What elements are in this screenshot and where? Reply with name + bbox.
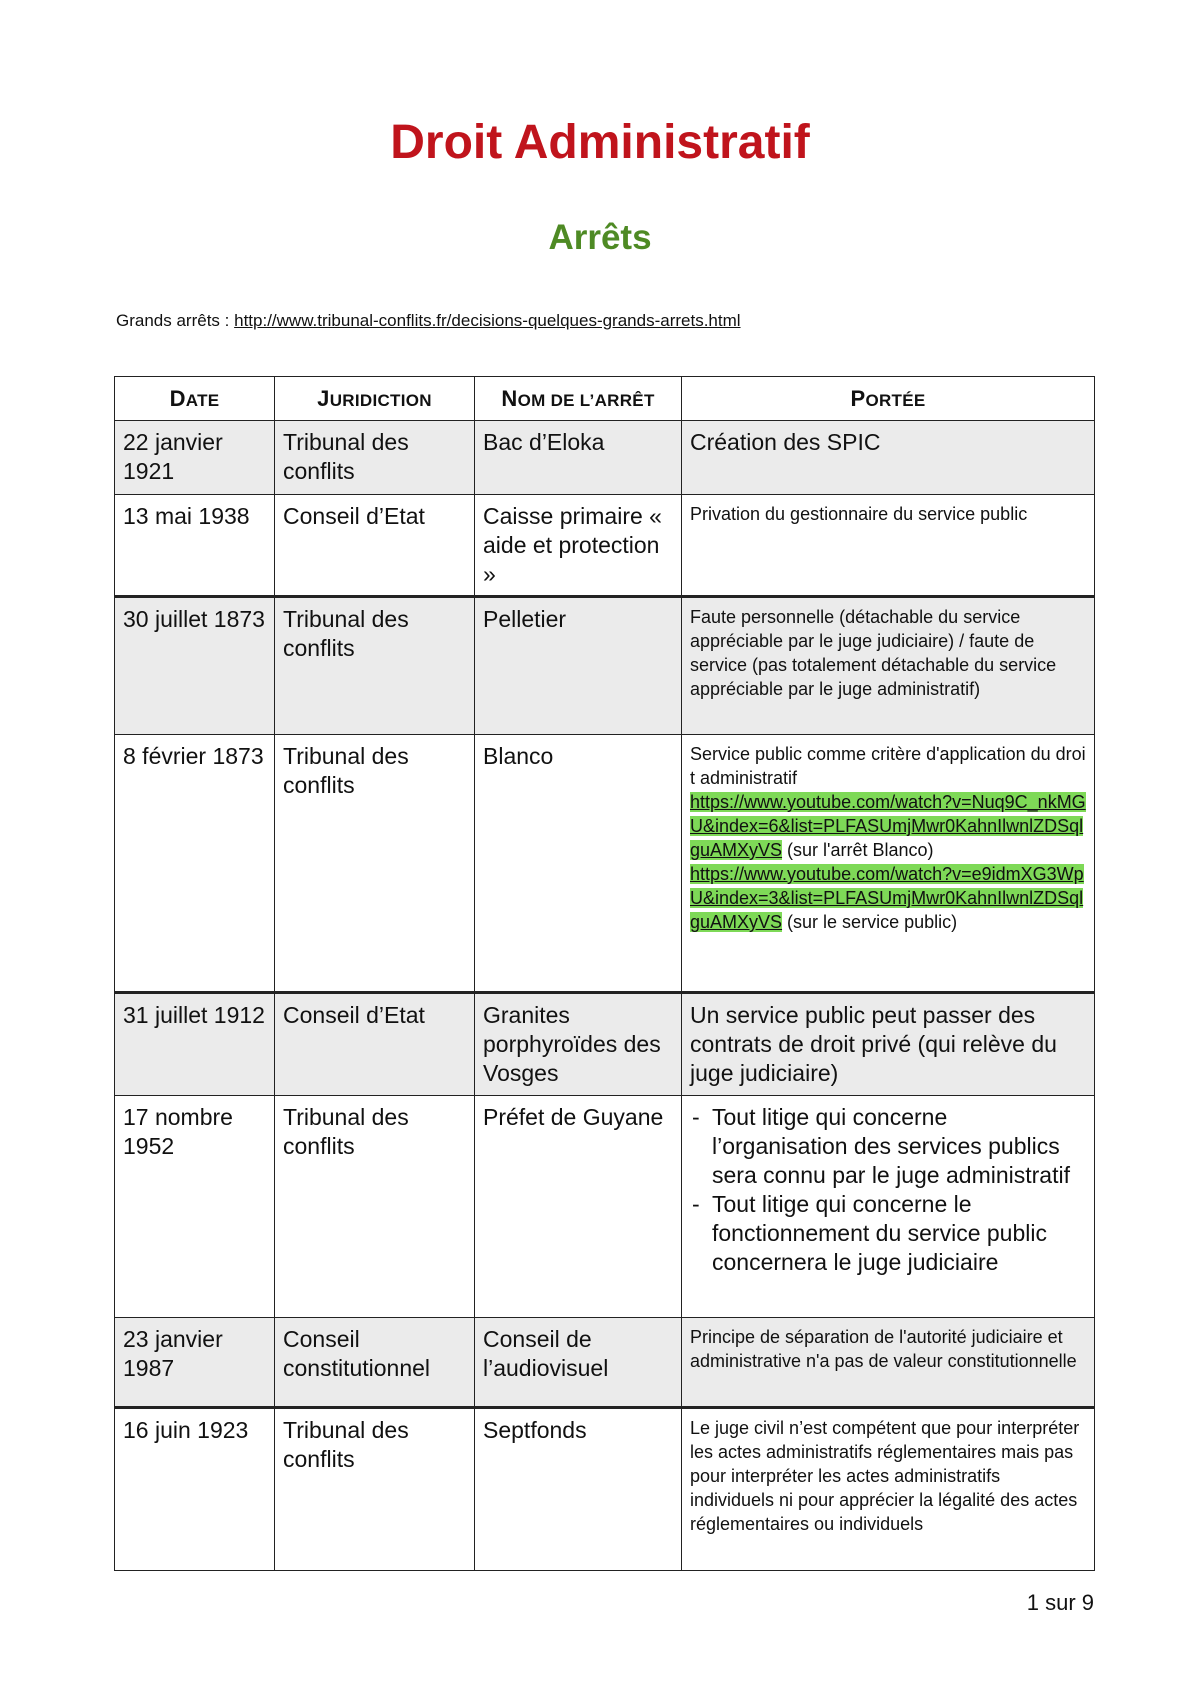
cell-nom: Septfonds [475, 1408, 682, 1571]
cell-nom: Bac d’Eloka [475, 421, 682, 495]
cell-portee: Faute personnelle (détachable du service appréciable par le juge judiciaire) / faute de service (pas totalement détachable du service appréciable par le juge administratif) [682, 597, 1095, 735]
table-row [115, 1096, 1095, 1318]
link-note: (sur le service public) [782, 912, 958, 932]
intro-line [116, 311, 741, 331]
cell-date: 22 janvier 1921 [115, 421, 275, 495]
table-row [115, 993, 1095, 1096]
cell-portee: Privation du gestionnaire du service public [682, 495, 1095, 597]
cell-portee [682, 1096, 1095, 1318]
portee-text: Service public comme critère d'application du droit administratif [690, 744, 1086, 788]
list-item: - Tout litige qui concerne le fonctionnement du service public concernera le juge judiciaire [690, 1190, 1086, 1277]
cell-nom: Conseil de l’audiovisuel [475, 1318, 682, 1408]
section-subtitle: Arrêts [548, 218, 652, 257]
list-item: - Tout litige qui concerne l’organisation des services publics sera connu par le juge administratif [690, 1103, 1086, 1190]
link-note: (sur l'arrêt Blanco) [782, 840, 934, 860]
cell-juridiction: Tribunal des conflits [275, 421, 475, 495]
cell-date: 30 juillet 1873 [115, 597, 275, 735]
cell-date: 17 nombre 1952 [115, 1096, 275, 1318]
table-row [115, 495, 1095, 597]
cell-date: 31 juillet 1912 [115, 993, 275, 1096]
cell-date: 23 janvier 1987 [115, 1318, 275, 1408]
table-row [115, 1408, 1095, 1571]
youtube-link-blanco[interactable]: https://www.youtube.com/watch?v=Nuq9C_nkMGU&index=6&list=PLFASUmjMwr0KahnIlwnlZDSqlguAMXyVS [690, 792, 1086, 860]
cell-portee: Création des SPIC [682, 421, 1095, 495]
cell-portee: Un service public peut passer des contrats de droit privé (qui relève du juge judiciaire) [682, 993, 1095, 1096]
cell-date: 13 mai 1938 [115, 495, 275, 597]
table-header-row [115, 377, 1095, 421]
arrets-table [114, 376, 1095, 1571]
table-row [115, 597, 1095, 735]
cell-portee: Principe de séparation de l'autorité judiciaire et administrative n'a pas de valeur constitutionnelle [682, 1318, 1095, 1408]
cell-portee [682, 735, 1095, 993]
cell-nom: Caisse primaire « aide et protection » [475, 495, 682, 597]
document-title: Droit Administratif [390, 116, 810, 169]
header-date: DATE [115, 377, 275, 421]
table-row [115, 735, 1095, 993]
header-nom: NOM DE L’ARRÊT [475, 377, 682, 421]
cell-juridiction: Tribunal des conflits [275, 597, 475, 735]
cell-juridiction: Conseil constitutionnel [275, 1318, 475, 1408]
header-juridiction: JURIDICTION [275, 377, 475, 421]
youtube-link-service-public[interactable]: https://www.youtube.com/watch?v=e9idmXG3WpU&index=3&list=PLFASUmjMwr0KahnIlwnlZDSqlguAMXyVS [690, 864, 1084, 932]
cell-juridiction: Conseil d’Etat [275, 993, 475, 1096]
table-row [115, 421, 1095, 495]
page-number: 1 sur 9 [1026, 1590, 1094, 1615]
cell-nom: Préfet de Guyane [475, 1096, 682, 1318]
header-portee: PORTÉE [682, 377, 1095, 421]
intro-label: Grands arrêts : [116, 311, 235, 330]
cell-juridiction: Tribunal des conflits [275, 735, 475, 993]
cell-juridiction: Tribunal des conflits [275, 1408, 475, 1571]
portee-list [690, 1103, 1086, 1277]
cell-juridiction: Conseil d’Etat [275, 495, 475, 597]
cell-juridiction: Tribunal des conflits [275, 1096, 475, 1318]
cell-date: 8 février 1873 [115, 735, 275, 993]
cell-date: 16 juin 1923 [115, 1408, 275, 1571]
cell-nom: Pelletier [475, 597, 682, 735]
cell-portee: Le juge civil n’est compétent que pour interpréter les actes administratifs réglementaires mais pas pour interpréter les actes administratifs individuels ni pour apprécier la légalité des actes réglementaires ou individuels [682, 1408, 1095, 1571]
grands-arrets-link[interactable]: http://www.tribunal-conflits.fr/decisions-quelques-grands-arrets.html [234, 311, 741, 330]
table-row [115, 1318, 1095, 1408]
cell-nom: Blanco [475, 735, 682, 993]
cell-nom: Granites porphyroïdes des Vosges [475, 993, 682, 1096]
